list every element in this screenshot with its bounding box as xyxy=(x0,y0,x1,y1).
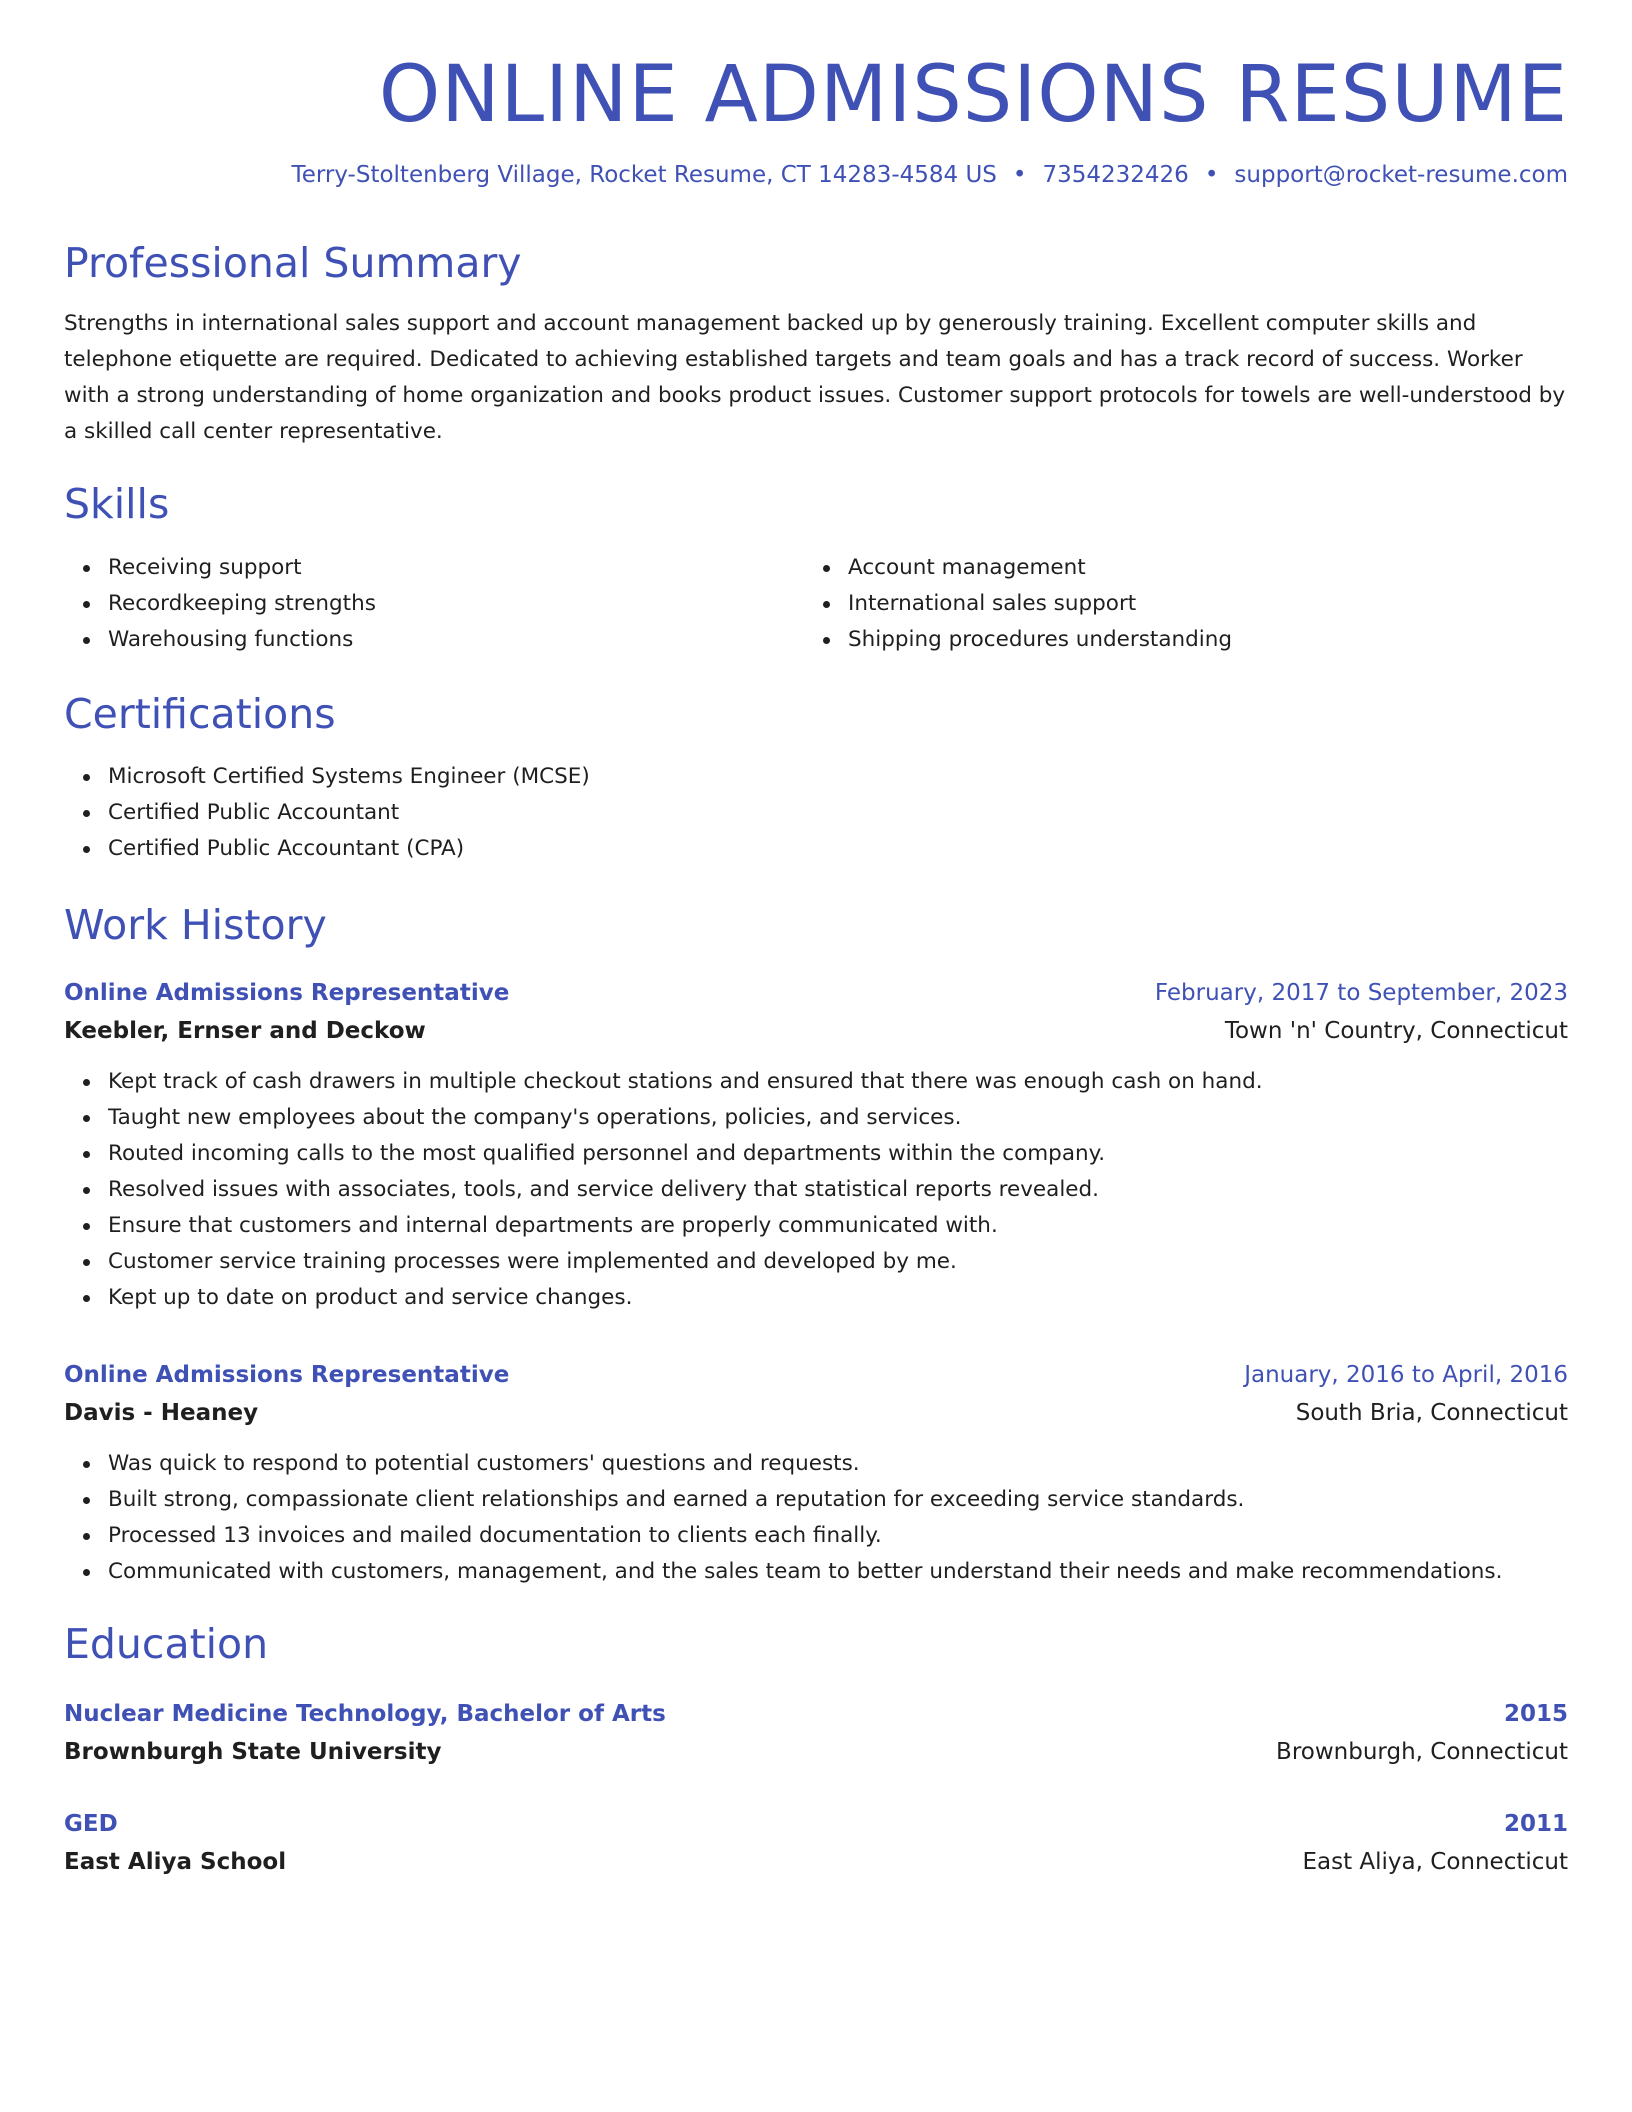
job-company: Keebler, Ernser and Deckow xyxy=(64,1018,426,1044)
education-header-row xyxy=(64,1805,1568,1843)
job-bullets xyxy=(64,1064,1568,1316)
job-company: Davis - Heaney xyxy=(64,1400,259,1426)
job-entry xyxy=(64,974,1568,1316)
education-school: Brownburgh State University xyxy=(64,1739,442,1766)
job-bullet: Processed 13 invoices and mailed documentation to clients each finally. xyxy=(108,1518,1568,1554)
job-bullet: Communicated with customers, management, and the sales team to better understand their needs and make recommendations. xyxy=(108,1554,1568,1590)
education-location: Brownburgh, Connecticut xyxy=(1276,1739,1568,1766)
skill-item: International sales support xyxy=(848,586,1544,622)
certification-item: Certified Public Accountant (CPA) xyxy=(108,831,1568,867)
resume-title: ONLINE ADMISSIONS RESUME xyxy=(378,50,1568,140)
contact-email: support@rocket-resume.com xyxy=(1234,162,1568,189)
job-bullet: Routed incoming calls to the most qualified personnel and departments within the company. xyxy=(108,1136,1568,1172)
summary-text: Strengths in international sales support and account management backed up by generously training. Excellent computer skills and telephone etiquette are required. Dedicated to achieving established targets and team goals and has a track record of success. Worker with a strong understanding of home organization and books product issues. Customer support protocols for towels are well-understood by a skilled call center representative. xyxy=(64,311,1566,445)
skill-item: Recordkeeping strengths xyxy=(108,586,804,622)
skill-item: Shipping procedures understanding xyxy=(848,622,1544,658)
job-bullet: Customer service training processes were implemented and developed by me. xyxy=(108,1244,1568,1280)
job-title: Online Admissions Representative xyxy=(64,980,510,1006)
education-school-row xyxy=(64,1733,1568,1771)
section-title-work-history: Work History xyxy=(64,900,327,949)
professional-summary-section xyxy=(64,239,1568,450)
contact-separator: • xyxy=(1204,162,1219,189)
skills-section xyxy=(64,480,1568,657)
skills-column-right xyxy=(804,550,1544,658)
skills-grid xyxy=(64,550,1568,658)
contact-address: Terry-Stoltenberg Village, Rocket Resume, CT 14283-4584 US xyxy=(291,162,997,189)
resume-header xyxy=(64,52,1568,191)
education-entry xyxy=(64,1805,1568,1881)
job-location: Town 'n' Country, Connecticut xyxy=(1224,1018,1568,1044)
education-school: East Aliya School xyxy=(64,1849,287,1876)
contact-separator: • xyxy=(1012,162,1027,189)
education-location: East Aliya, Connecticut xyxy=(1302,1849,1568,1876)
job-header-row xyxy=(64,974,1568,1012)
section-title-education: Education xyxy=(64,1620,269,1668)
certification-item: Microsoft Certified Systems Engineer (MCSE) xyxy=(108,759,1568,795)
section-title-skills: Skills xyxy=(64,480,170,529)
job-company-row xyxy=(64,1394,1568,1432)
section-title-summary: Professional Summary xyxy=(64,239,522,288)
job-company-row xyxy=(64,1012,1568,1050)
section-title-certifications: Certifications xyxy=(64,689,336,738)
contact-line xyxy=(64,161,1568,191)
job-entry xyxy=(64,1356,1568,1590)
job-bullet: Kept up to date on product and service changes. xyxy=(108,1280,1568,1316)
work-history-section xyxy=(64,901,1568,1590)
education-school-row xyxy=(64,1843,1568,1881)
contact-phone: 7354232426 xyxy=(1042,162,1189,189)
certifications-section xyxy=(64,690,1568,867)
education-section xyxy=(64,1620,1568,1881)
education-entry xyxy=(64,1695,1568,1771)
job-location: South Bria, Connecticut xyxy=(1295,1400,1568,1426)
education-header-row xyxy=(64,1695,1568,1733)
skill-item: Receiving support xyxy=(108,550,804,586)
job-header-row xyxy=(64,1356,1568,1394)
job-bullet: Taught new employees about the company's operations, policies, and services. xyxy=(108,1100,1568,1136)
job-bullet: Was quick to respond to potential customers' questions and requests. xyxy=(108,1446,1568,1482)
certifications-list xyxy=(64,759,1568,867)
certification-item: Certified Public Accountant xyxy=(108,795,1568,831)
education-degree: GED xyxy=(64,1811,118,1838)
job-bullet: Resolved issues with associates, tools, and service delivery that statistical reports revealed. xyxy=(108,1172,1568,1208)
job-dates: February, 2017 to September, 2023 xyxy=(1154,980,1568,1006)
skill-item: Warehousing functions xyxy=(108,622,804,658)
job-bullet: Ensure that customers and internal departments are properly communicated with. xyxy=(108,1208,1568,1244)
skills-column-left xyxy=(64,550,804,658)
job-bullet: Built strong, compassionate client relationships and earned a reputation for exceeding service standards. xyxy=(108,1482,1568,1518)
job-title: Online Admissions Representative xyxy=(64,1362,510,1388)
job-dates: January, 2016 to April, 2016 xyxy=(1244,1362,1568,1388)
education-degree: Nuclear Medicine Technology, Bachelor of Arts xyxy=(64,1701,666,1728)
job-bullets xyxy=(64,1446,1568,1590)
job-bullet: Kept track of cash drawers in multiple checkout stations and ensured that there was enough cash on hand. xyxy=(108,1064,1568,1100)
education-year: 2011 xyxy=(1503,1811,1568,1838)
education-year: 2015 xyxy=(1503,1701,1568,1728)
skill-item: Account management xyxy=(848,550,1544,586)
